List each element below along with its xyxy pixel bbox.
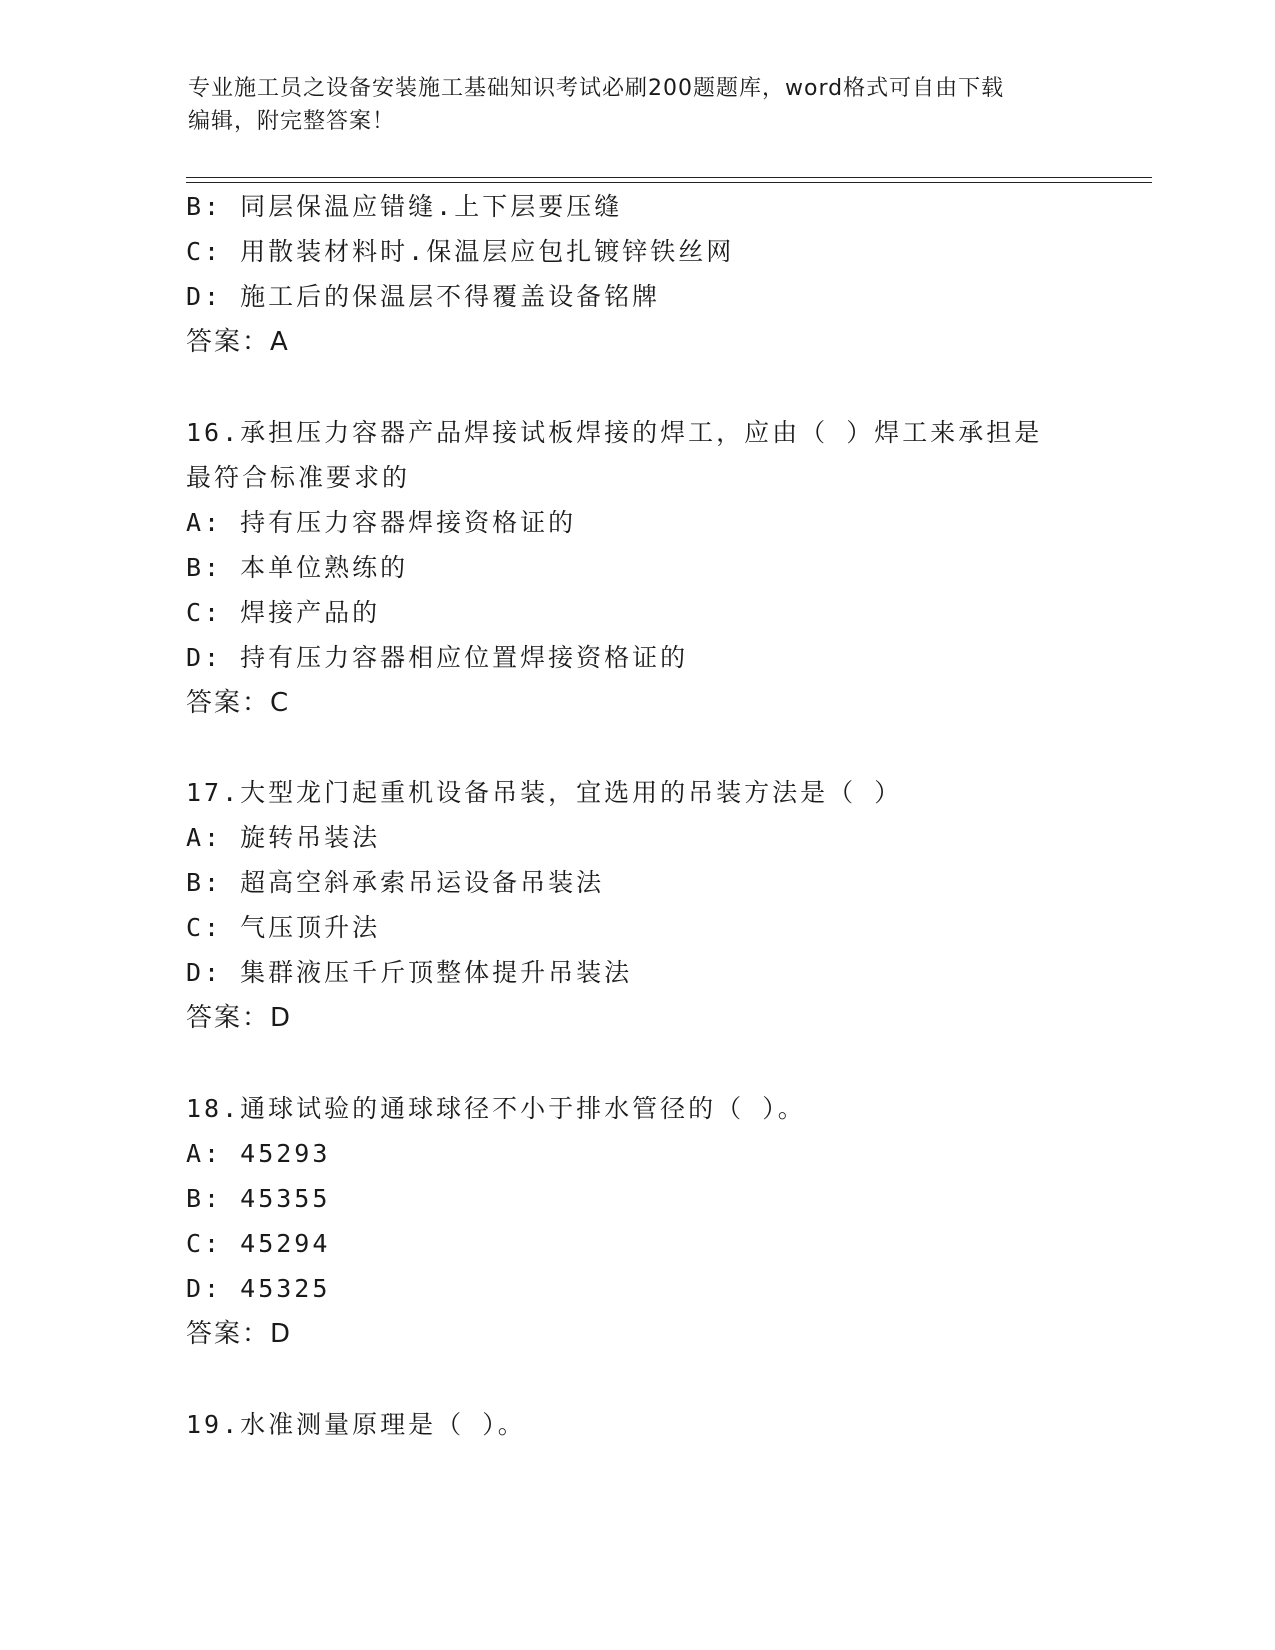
q15-answer: 答案：A [186, 327, 290, 357]
q18-option-d: D: 45325 [186, 1274, 331, 1303]
q17-answer: 答案：D [186, 1003, 293, 1033]
q18-option-b: B: 45355 [186, 1184, 331, 1213]
q17-option-a: A: 旋转吊装法 [186, 823, 381, 852]
q17-option-b: B: 超高空斜承索吊运设备吊装法 [186, 868, 605, 897]
document-header [188, 72, 1068, 138]
header-divider-bottom [186, 182, 1152, 183]
q16-question-line-2: 最符合标准要求的 [186, 463, 411, 492]
q16-answer: 答案：C [186, 688, 291, 718]
q15-option-c: C: 用散装材料时.保温层应包扎镀锌铁丝网 [186, 237, 735, 266]
q16-question-line-1: 16.承担压力容器产品焊接试板焊接的焊工，应由（ ）焊工来承担是 [186, 418, 1043, 447]
q17-option-c: C: 气压顶升法 [186, 913, 381, 942]
header-line-2: 编辑，附完整答案！ [188, 109, 396, 134]
header-divider-top [186, 177, 1152, 178]
q16-option-a: A: 持有压力容器焊接资格证的 [186, 508, 577, 537]
q16-option-d: D: 持有压力容器相应位置焊接资格证的 [186, 643, 689, 672]
q16-option-c: C: 焊接产品的 [186, 598, 381, 627]
q16-option-b: B: 本单位熟练的 [186, 553, 409, 582]
q17-option-d: D: 集群液压千斤顶整体提升吊装法 [186, 958, 633, 987]
q18-answer: 答案：D [186, 1319, 293, 1349]
q15-option-d: D: 施工后的保温层不得覆盖设备铭牌 [186, 282, 661, 311]
q17-question: 17.大型龙门起重机设备吊装，宜选用的吊装方法是（ ） [186, 778, 903, 807]
q18-option-c: C: 45294 [186, 1229, 331, 1258]
q15-option-b: B: 同层保温应错缝.上下层要压缝 [186, 192, 623, 221]
q19-question: 19.水准测量原理是（ ）。 [186, 1410, 526, 1439]
q18-question: 18.通球试验的通球球径不小于排水管径的（ ）。 [186, 1094, 806, 1123]
q18-option-a: A: 45293 [186, 1139, 331, 1168]
header-line-1: 专业施工员之设备安装施工基础知识考试必刷200题题库，word格式可自由下载 [188, 76, 1005, 101]
